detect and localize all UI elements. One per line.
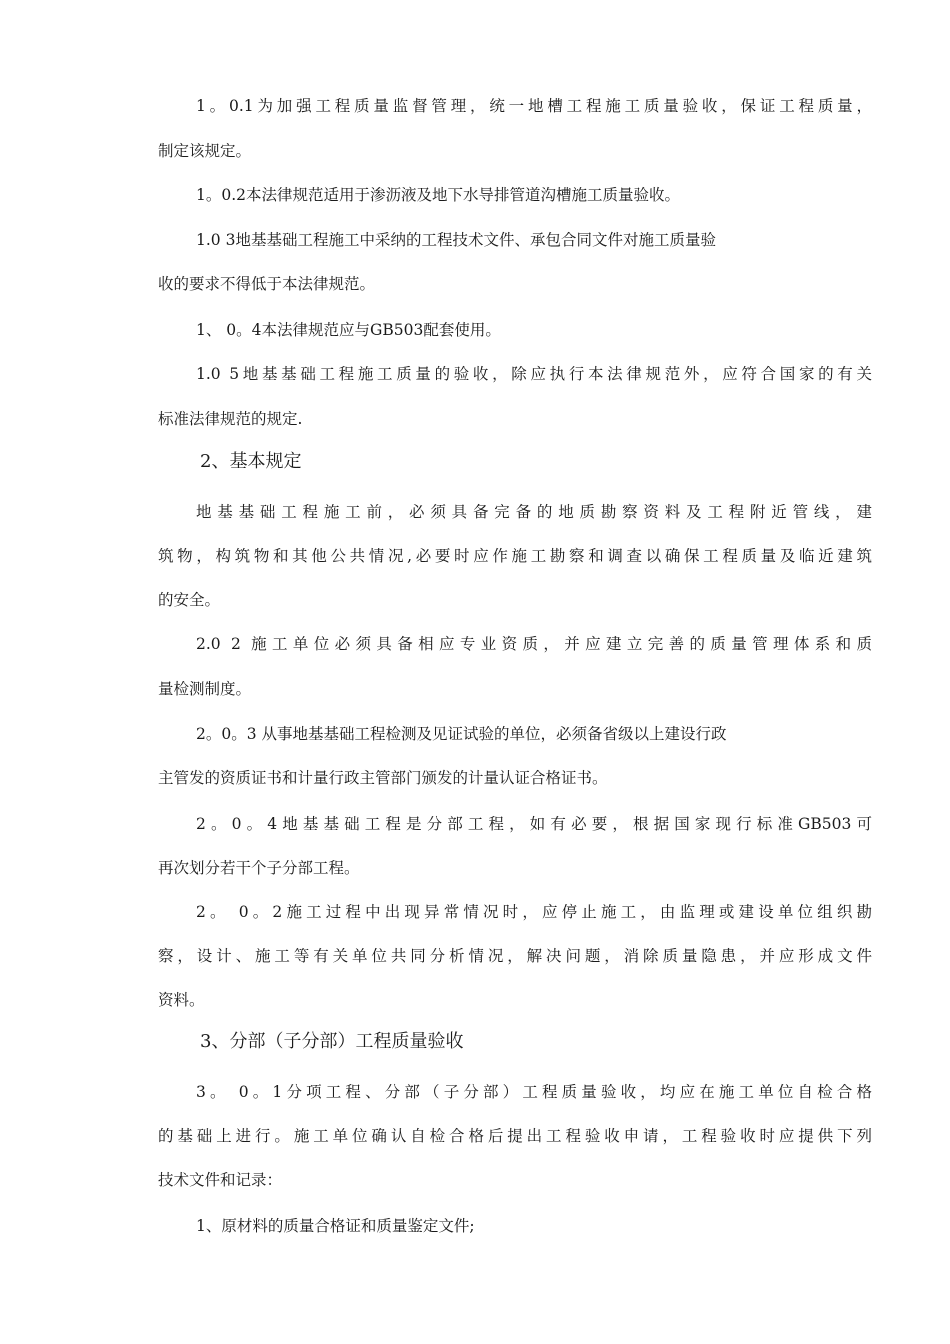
- paragraph-line: 1。0.2本法律规范适用于渗沥液及地下水导排管道沟槽施工质量验收。: [196, 186, 681, 204]
- section-heading: 2、基本规定: [200, 451, 302, 472]
- paragraph-line: 2。0。3 从事地基基础工程检测及见证试验的单位，必须备省级以上建设行政: [196, 725, 727, 743]
- paragraph-line: 地基基础工程施工前，必须具备完备的地质勘察资料及工程附近管线，建: [196, 503, 872, 521]
- section-heading: 3、分部（子分部）工程质量验收: [200, 1031, 464, 1052]
- paragraph-line: 1.0 5地基基础工程施工质量的验收，除应执行本法律规范外，应符合国家的有关: [196, 365, 872, 383]
- paragraph-line: 制定该规定。: [158, 142, 252, 160]
- paragraph-line: 量检测制度。: [158, 680, 252, 698]
- paragraph-line: 2.0 2 施工单位必须具备相应专业资质，并应建立完善的质量管理体系和质: [196, 635, 872, 653]
- paragraph-line: 再次划分若干个子分部工程。: [158, 859, 360, 877]
- paragraph-line: 标准法律规范的规定.: [158, 410, 303, 428]
- paragraph-line: 主管发的资质证书和计量行政主管部门颁发的计量认证合格证书。: [158, 769, 608, 787]
- paragraph-line: 1、 0。4本法律规范应与GB503配套使用。: [196, 321, 501, 339]
- paragraph-line: 筑物，构筑物和其他公共情况,必要时应作施工勘察和调查以确保工程质量及临近建筑: [158, 547, 872, 565]
- paragraph-line: 2。0。4地基基础工程是分部工程，如有必要，根据国家现行标准GB503可: [196, 815, 872, 833]
- paragraph-line: 的基础上进行。施工单位确认自检合格后提出工程验收申请，工程验收时应提供下列: [158, 1127, 872, 1145]
- list-item: 1、原材料的质量合格证和质量鉴定文件;: [196, 1217, 475, 1235]
- paragraph-line: 1.0 3地基基础工程施工中采纳的工程技术文件、承包合同文件对施工质量验: [196, 231, 716, 249]
- paragraph-line: 的安全。: [158, 591, 221, 609]
- paragraph-line: 技术文件和记录：: [158, 1171, 283, 1189]
- paragraph-line: 1。0.1为加强工程质量监督管理，统一地槽工程施工质量验收，保证工程质量，: [196, 97, 872, 115]
- paragraph-line: 察，设计、施工等有关单位共同分析情况，解决问题，消除质量隐患，并应形成文件: [158, 947, 872, 965]
- paragraph-line: 2。 0。2施工过程中出现异常情况时，应停止施工，由监理或建设单位组织勘: [196, 903, 872, 921]
- paragraph-line: 收的要求不得低于本法律规范。: [158, 275, 376, 293]
- paragraph-line: 资料。: [158, 991, 205, 1009]
- paragraph-line: 3。 0。1分项工程、分部（子分部）工程质量验收，均应在施工单位自检合格: [196, 1083, 872, 1101]
